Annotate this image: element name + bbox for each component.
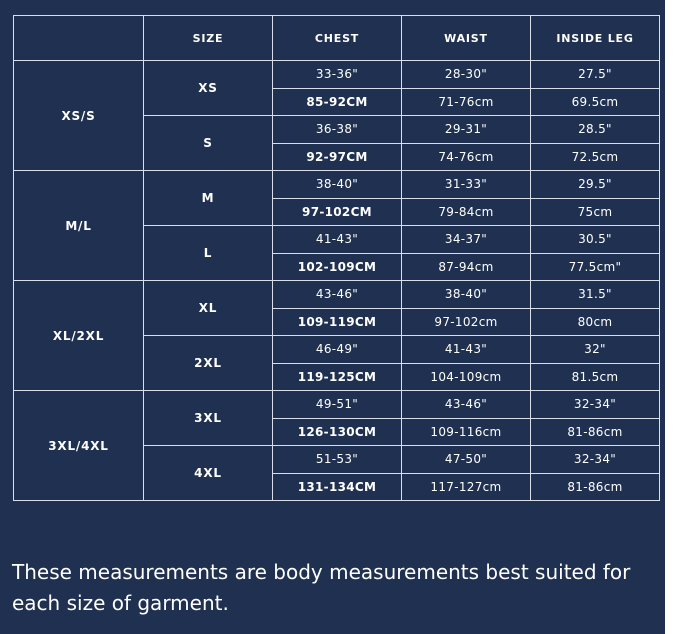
chest-inches-cell: 43-46": [273, 281, 402, 309]
chest-cm-cell: 109-119CM: [273, 308, 402, 336]
waist-header: WAIST: [402, 16, 531, 61]
inside-leg-inches-cell: 29.5": [531, 171, 660, 199]
chest-cm-cell: 102-109CM: [273, 253, 402, 281]
size-group-label: XS/S: [14, 61, 144, 171]
inside-leg-inches-cell: 32-34": [531, 391, 660, 419]
table-header-row: [14, 16, 660, 61]
waist-cm-cell: 79-84cm: [402, 198, 531, 226]
chest-inches-cell: 46-49": [273, 336, 402, 364]
inside-leg-inches-cell: 32": [531, 336, 660, 364]
waist-cm-cell: 117-127cm: [402, 473, 531, 501]
inside-leg-cm-cell: 75cm: [531, 198, 660, 226]
size-group-label: XL/2XL: [14, 281, 144, 391]
inside-leg-cm-cell: 80cm: [531, 308, 660, 336]
chest-inches-cell: 41-43": [273, 226, 402, 254]
waist-cm-cell: 74-76cm: [402, 143, 531, 171]
table-row: [14, 391, 660, 419]
size-group-label: 3XL/4XL: [14, 391, 144, 501]
inside-leg-inches-cell: 28.5": [531, 116, 660, 144]
chest-inches-cell: 33-36": [273, 61, 402, 89]
waist-cm-cell: 97-102cm: [402, 308, 531, 336]
inside-leg-cm-cell: 81-86cm: [531, 473, 660, 501]
waist-inches-cell: 47-50": [402, 446, 531, 474]
inside-leg-inches-cell: 30.5": [531, 226, 660, 254]
group-header: [14, 16, 144, 61]
inside-leg-header: INSIDE LEG: [531, 16, 660, 61]
chest-cm-cell: 97-102CM: [273, 198, 402, 226]
waist-inches-cell: 29-31": [402, 116, 531, 144]
inside-leg-inches-cell: 32-34": [531, 446, 660, 474]
size-label: XL: [144, 281, 273, 336]
size-chart-table: [13, 15, 660, 501]
chest-inches-cell: 38-40": [273, 171, 402, 199]
chest-inches-cell: 36-38": [273, 116, 402, 144]
waist-cm-cell: 71-76cm: [402, 88, 531, 116]
inside-leg-cm-cell: 77.5cm": [531, 253, 660, 281]
size-label: 3XL: [144, 391, 273, 446]
size-header: SIZE: [144, 16, 273, 61]
inside-leg-cm-cell: 69.5cm: [531, 88, 660, 116]
inside-leg-cm-cell: 81-86cm: [531, 418, 660, 446]
size-label: L: [144, 226, 273, 281]
table-row: [14, 171, 660, 199]
chest-cm-cell: 85-92CM: [273, 88, 402, 116]
size-label: S: [144, 116, 273, 171]
inside-leg-cm-cell: 81.5cm: [531, 363, 660, 391]
table-row: [14, 61, 660, 89]
chest-inches-cell: 51-53": [273, 446, 402, 474]
inside-leg-inches-cell: 27.5": [531, 61, 660, 89]
waist-inches-cell: 41-43": [402, 336, 531, 364]
measurement-footnote: These measurements are body measurements best suited for each size of garment.: [12, 560, 631, 615]
chest-cm-cell: 119-125CM: [273, 363, 402, 391]
chest-inches-cell: 49-51": [273, 391, 402, 419]
waist-inches-cell: 38-40": [402, 281, 531, 309]
size-label: 4XL: [144, 446, 273, 501]
waist-inches-cell: 31-33": [402, 171, 531, 199]
inside-leg-cm-cell: 72.5cm: [531, 143, 660, 171]
chest-cm-cell: 131-134CM: [273, 473, 402, 501]
size-label: 2XL: [144, 336, 273, 391]
size-label: XS: [144, 61, 273, 116]
size-group-label: M/L: [14, 171, 144, 281]
chest-cm-cell: 126-130CM: [273, 418, 402, 446]
inside-leg-inches-cell: 31.5": [531, 281, 660, 309]
waist-cm-cell: 104-109cm: [402, 363, 531, 391]
waist-inches-cell: 28-30": [402, 61, 531, 89]
chest-header: CHEST: [273, 16, 402, 61]
waist-inches-cell: 43-46": [402, 391, 531, 419]
table-row: [14, 281, 660, 309]
size-label: M: [144, 171, 273, 226]
chest-cm-cell: 92-97CM: [273, 143, 402, 171]
waist-cm-cell: 109-116cm: [402, 418, 531, 446]
waist-cm-cell: 87-94cm: [402, 253, 531, 281]
waist-inches-cell: 34-37": [402, 226, 531, 254]
